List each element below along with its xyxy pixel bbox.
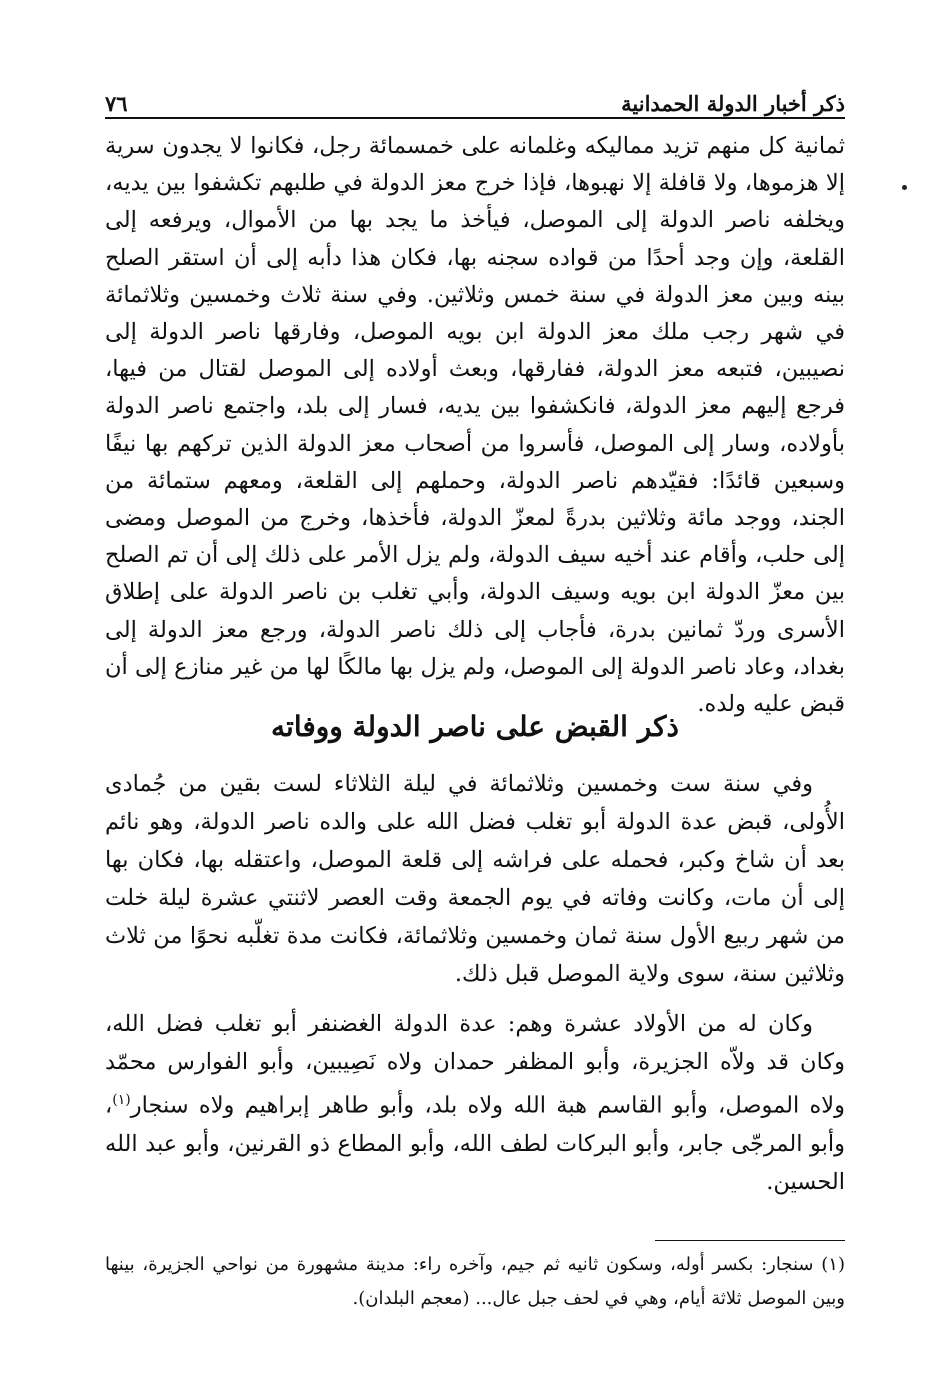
header-divider: [105, 117, 845, 119]
page-number: ٧٦: [105, 91, 128, 116]
paragraph-continued: ثمانية كل منهم تزيد مماليكه وغلمانه على خمسمائة رجل، فكانوا لا يجدون سرية إلا هزموها، ولا قافلة إلا نهبوها، فإذا خرج معز الدولة في طلبهم تكشفوا بين يديه، ويخلفه ناصر الدولة إلى الموصل، فيأخذ ما يجد بها من الأموال، ويرفعه إلى القلعة، وإن وجد أحدًا من قواده سجنه بها، فكان هذا دأبه إلى أن استقر الصلح بينه وبين معز الدولة في سنة خمس وثلاثين. وفي سنة ثلاث وخمسين وثلاثمائة في شهر رجب ملك معز الدولة ابن بويه الموصل، وفارقها ناصر الدولة إلى نصيبين، فتبعه معز الدولة، ففارقها، وبعث أولاده إلى الموصل لقتال من فيها، فرجع إليهم معز الدولة، فانكشفوا بين يديه، فسار إلى بلد، واجتمع ناصر الدولة بأولاده، وسار إلى الموصل، فأسروا من أصحاب معز الدولة الذين تركهم بها نيفًا وسبعين قائدًا: فقيّدهم ناصر الدولة، وحملهم إلى القلعة، ومعهم ستمائة من الجند، ووجد مائة وثلاثين بدرةً لمعزّ الدولة، فأخذها، وخرج من الموصل ومضى إلى حلب، وأقام عند أخيه سيف الدولة، ولم يزل الأمر على ذلك إلى أن تم الصلح بين معزّ الدولة ابن بويه وسيف الدولة، وأبي تغلب بن ناصر الدولة على إطلاق الأسرى وردّ ثمانين بدرة، فأجاب إلى ذلك ناصر الدولة، ورجع معز الدولة إلى بغداد، وعاد ناصر الدولة إلى الموصل، ولم يزل بها مالكًا لها من غير منازع إلى أن قبض عليه ولده.: [105, 133, 845, 718]
footnote-divider: [655, 1240, 845, 1241]
children-text-a: وكان له من الأولاد عشرة وهم: عدة الدولة الغضنفر أبو تغلب فضل الله، وكان قد ولاّه الجزيرة، وأبو المظفر حمدان ولاه نَصِيبين، وأبو الفوارس محمّد ولاه الموصل، وأبو القاسم هبة الله ولاه بلد، وأبو طاهر إبراهيم ولاه سنجار: [105, 1011, 845, 1119]
main-text-section-2: [105, 765, 845, 1201]
section-heading: ذكر القبض على ناصر الدولة ووفاته: [271, 710, 679, 743]
main-text-section-1: [105, 128, 845, 723]
page-header: [105, 80, 845, 116]
paragraph-arrest: وفي سنة ست وخمسين وثلاثمائة في ليلة الثلاثاء لست بقين من جُمادى الأُولى، قبض عدة الدولة أبو تغلب فضل الله على والده ناصر الدولة، وهو نائم بعد أن شاخ وكبر، فحمله على فراشه إلى قلعة الموصل، واعتقله بها، فكان بها إلى أن مات، وكانت وفاته في يوم الجمعة وقت العصر لاثنتي عشرة ليلة خلت من شهر ربيع الأول سنة ثمان وخمسين وثلاثمائة، فكانت مدة تغلّبه نحوًا من ثلاث وثلاثين سنة، سوى ولاية الموصل قبل ذلك.: [105, 771, 845, 987]
footnote: [105, 1248, 845, 1316]
footnote-marker: (١): [112, 1092, 131, 1108]
paragraph-children: [105, 1005, 845, 1201]
running-title: ذكر أخبار الدولة الحمدانية: [621, 91, 845, 116]
children-text-b: ، وأبو المرجّى جابر، وأبو البركات لطف الله، وأبو المطاع ذو القرنين، وأبو عبد الله الحسين.: [105, 1092, 845, 1195]
margin-mark: [902, 185, 907, 190]
footnote-text: (١) سنجار: بكسر أوله، وسكون ثانيه ثم جيم، وآخره راء: مدينة مشهورة من نواحي الجزيرة، بينها وبين الموصل ثلاثة أيام، وهي في لحف جبل عال... (معجم البلدان).: [105, 1254, 845, 1309]
